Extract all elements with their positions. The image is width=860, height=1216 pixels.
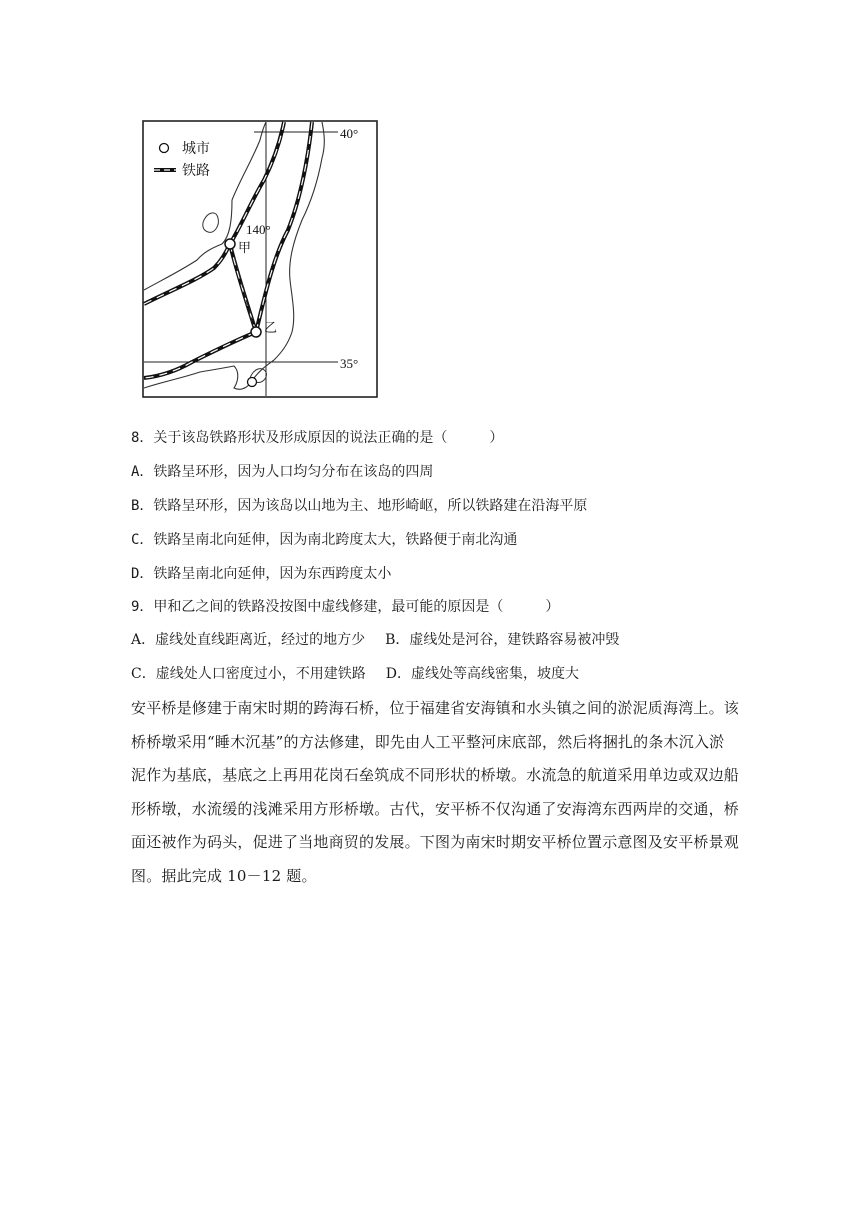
q8-option-a: A．铁路呈环形，因为人口均匀分布在该岛的四周 [131,464,434,480]
q8-option-d: D．铁路呈南北向延伸，因为东西跨度太小 [131,566,392,582]
city-jia-marker [225,239,235,249]
lon-140-label: 140° [246,222,271,237]
small-island [203,213,219,232]
island-railway-map [142,120,378,398]
q9-option-a: A．虚线处直线距离近，经过的地方少 [131,632,366,648]
passage-line: 安平桥是修建于南宋时期的跨海石桥，位于福建省安海镇和水头镇之间的淤泥质海湾上。该 [131,699,740,717]
q9-stem: 9．甲和乙之间的铁路没按图中虚线修建，最可能的原因是（ ） [131,599,560,615]
legend-city-text: 城市 [182,141,210,157]
passage-line: 图。据此完成 10－12 题。 [131,866,317,885]
q9-options-row-1 [131,630,619,650]
q9-option-c: C．虚线处人口密度过小，不用建铁路 [131,666,366,682]
q8-stem: 8．关于该岛铁路形状及形成原因的说法正确的是（ ） [131,430,504,446]
lat-35-label: 35° [340,356,359,371]
city-jia-label: 甲 [238,241,252,256]
city-yi-marker [251,327,261,337]
passage-line: 面还被作为码头，促进了当地商贸的发展。下图为南宋时期安平桥位置示意图及安平桥景观 [131,833,740,851]
legend-city-icon [160,144,169,153]
q9-option-d: D．虚线处等高线密集，坡度大 [385,666,579,682]
legend-railway-text: 铁路 [182,163,210,179]
passage [131,692,740,893]
lat-40-label: 40° [340,126,359,141]
passage-line: 形桥墩，水流缓的浅滩采用方形桥墩。古代，安平桥不仅沟通了安海湾东西两岸的交通，桥 [131,799,740,818]
map-svg [142,120,378,398]
railway-lines [144,122,312,378]
q9-option-b: B．虚线处是河谷，建铁路容易被冲毁 [385,632,620,648]
q8-option-c: C．铁路呈南北向延伸，因为南北跨度太大，铁路便于南北沟通 [131,532,518,548]
city-south-marker [248,378,257,387]
passage-line: 桥桥墩采用“睡木沉基”的方法修建，即先由人工平整河床底部，然后将捆扎的条木沉入淤 [131,732,725,751]
q9-options-row-2 [131,664,579,684]
passage-line: 泥作为基底，基底之上再用花岗石垒筑成不同形状的桥墩。水流急的航道采用单边或双边船 [131,766,740,784]
coastline-west [144,200,232,290]
city-yi-label: 乙 [264,321,278,336]
q8-option-b: B．铁路呈环形，因为该岛以山地为主、地形崎岖，所以铁路建在沿海平原 [131,498,588,514]
